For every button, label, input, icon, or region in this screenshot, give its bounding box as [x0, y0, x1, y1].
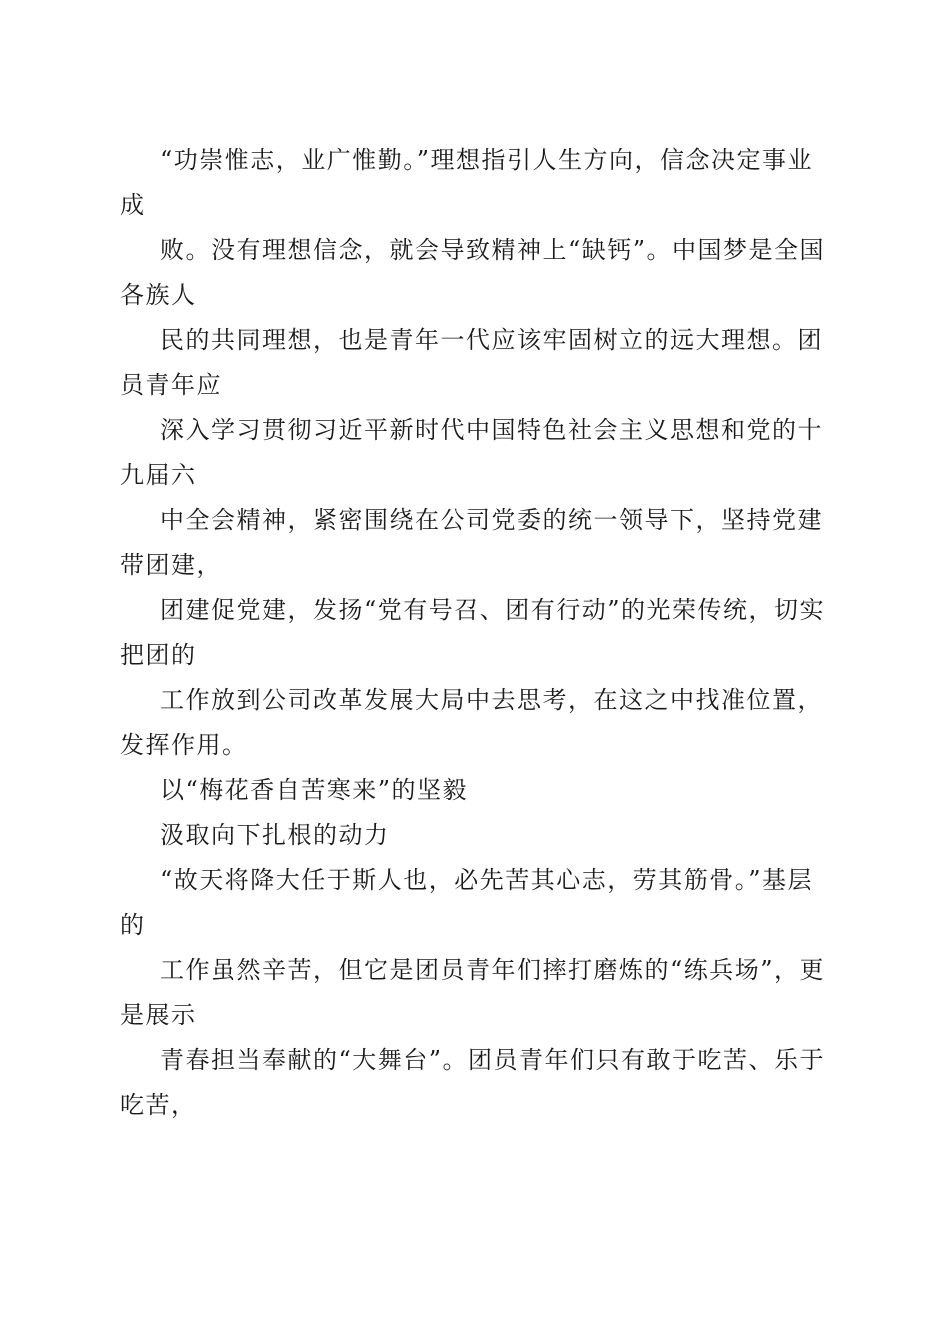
- paragraph-3-line-2: 员青年应: [120, 371, 222, 399]
- paragraph-5-line-2: 带团建，: [120, 551, 222, 579]
- paragraph-7: [120, 678, 830, 768]
- paragraph-10: [120, 1038, 830, 1128]
- paragraph-1-line-1: “功崇惟志，业广惟勤。”理想指引人生方向，信念决定事: [160, 146, 788, 174]
- paragraph-7-line-2: 发挥作用。: [120, 731, 248, 759]
- paragraph-2: [120, 228, 830, 318]
- paragraph-4-line-2: 九届六: [120, 461, 197, 489]
- paragraph-2-line-2: 国各族人: [120, 236, 826, 309]
- paragraph-1-line-2: 业成: [120, 146, 814, 219]
- paragraph-9-line-2: 更是展示: [120, 956, 826, 1029]
- paragraph-2-line-1: 败。没有理想信念，就会导致精神上“缺钙”。中国梦是全: [160, 236, 800, 264]
- section-heading-1: [120, 768, 830, 813]
- paragraph-10-line-1: 青春担当奉献的“大舞台”。团员青年们只有敢于吃苦、乐: [160, 1046, 800, 1074]
- paragraph-1: [120, 138, 830, 228]
- paragraph-6: [120, 588, 830, 678]
- paragraph-8-line-1: “故天将降大任于斯人也，必先苦其心志，劳其筋骨。”基: [160, 866, 788, 894]
- paragraph-7-line-1: 工作放到公司改革发展大局中去思考，在这之中找准位置，: [160, 686, 823, 714]
- paragraph-6-line-2: 实把团的: [120, 596, 826, 669]
- paragraph-10-line-2: 于吃苦，: [120, 1046, 826, 1119]
- paragraph-5: [120, 498, 830, 588]
- section-heading-2-text: 汲取向下扎根的动力: [160, 821, 390, 849]
- document-body: [120, 138, 830, 1128]
- section-heading-2: [120, 813, 830, 858]
- paragraph-8-line-2: 层的: [120, 866, 814, 939]
- paragraph-4-line-1: 深入学习贯彻习近平新时代中国特色社会主义思想和党的十: [160, 416, 823, 444]
- paragraph-5-line-1: 中全会精神，紧密围绕在公司党委的统一领导下，坚持党建: [160, 506, 823, 534]
- paragraph-9: [120, 948, 830, 1038]
- paragraph-9-line-1: 工作虽然辛苦，但它是团员青年们摔打磨炼的“练兵场”，: [160, 956, 800, 984]
- paragraph-3: [120, 318, 830, 408]
- paragraph-3-line-1: 民的共同理想，也是青年一代应该牢固树立的远大理想。团: [160, 326, 823, 354]
- paragraph-8: [120, 858, 830, 948]
- paragraph-6-line-1: 团建促党建，发扬“党有号召、团有行动”的光荣传统，切: [160, 596, 800, 624]
- paragraph-4: [120, 408, 830, 498]
- section-heading-1-text: 以“梅花香自苦寒来”的坚毅: [160, 776, 469, 804]
